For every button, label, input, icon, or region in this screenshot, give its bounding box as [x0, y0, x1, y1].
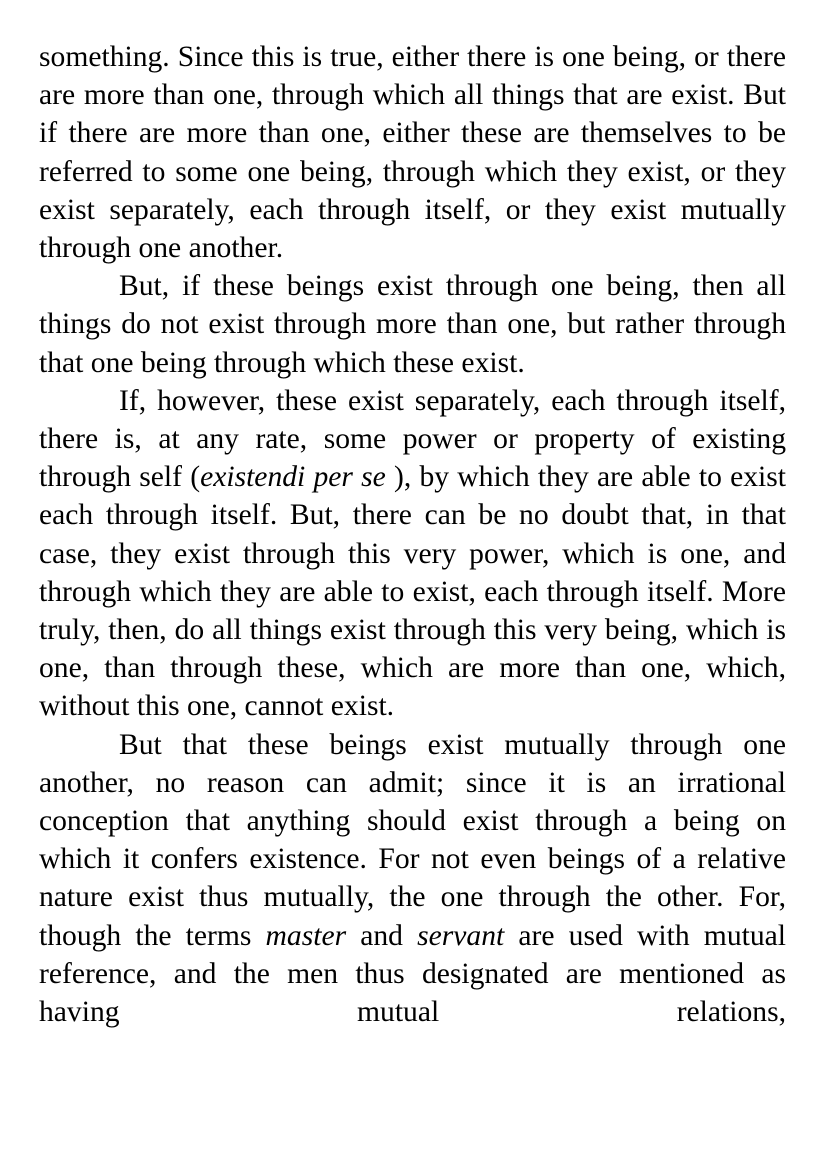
- term-servant: servant: [417, 919, 505, 952]
- paragraph-1-text: something. Since this is true, either there is one being, or there are more than one, through which all things that are exist. But if there are more than one, either these are themselves to be referred to some one being, through which they exist, or they exist separately, each through itself, or they exist mutually through one another.: [39, 41, 786, 265]
- paragraph-3: [39, 382, 786, 726]
- paragraph-4-text-c: are used with mutual reference, and the men thus designated are mentioned as having mutual relations,: [39, 919, 786, 1029]
- document-page: [39, 38, 786, 1031]
- paragraph-2: [39, 267, 786, 382]
- paragraph-1: [39, 38, 786, 267]
- paragraph-3-text-b: ), by which they are able to exist each through itself. But, there can be no doubt that, in that case, they exist through this very power, which is one, and through which they are able to exist, each through itself. More truly, then, do all things exist through this very being, which is one, than through these, which are more than one, which, without this one, cannot exist.: [39, 461, 786, 723]
- term-master: master: [265, 919, 347, 952]
- paragraph-4-text-a: But that these beings exist mutually through one another, no reason can admit; since it is an irrational conception that anything should exist through a being on which it confers existence. For not even beings of a relative nature exist thus mutually, the one through the other. For, though the terms: [39, 728, 786, 952]
- paragraph-3-text-a: If, however, these exist separately, each through itself, there is, at any rate, some power or property of existing through self (: [39, 384, 786, 494]
- latin-phrase-existendi-per-se: existendi per se: [200, 461, 386, 494]
- paragraph-4: [39, 726, 786, 1032]
- paragraph-2-text: But, if these beings exist through one being, then all things do not exist through more than one, but rather through that one being through which these exist.: [39, 270, 786, 379]
- paragraph-4-text-b: and: [346, 919, 418, 952]
